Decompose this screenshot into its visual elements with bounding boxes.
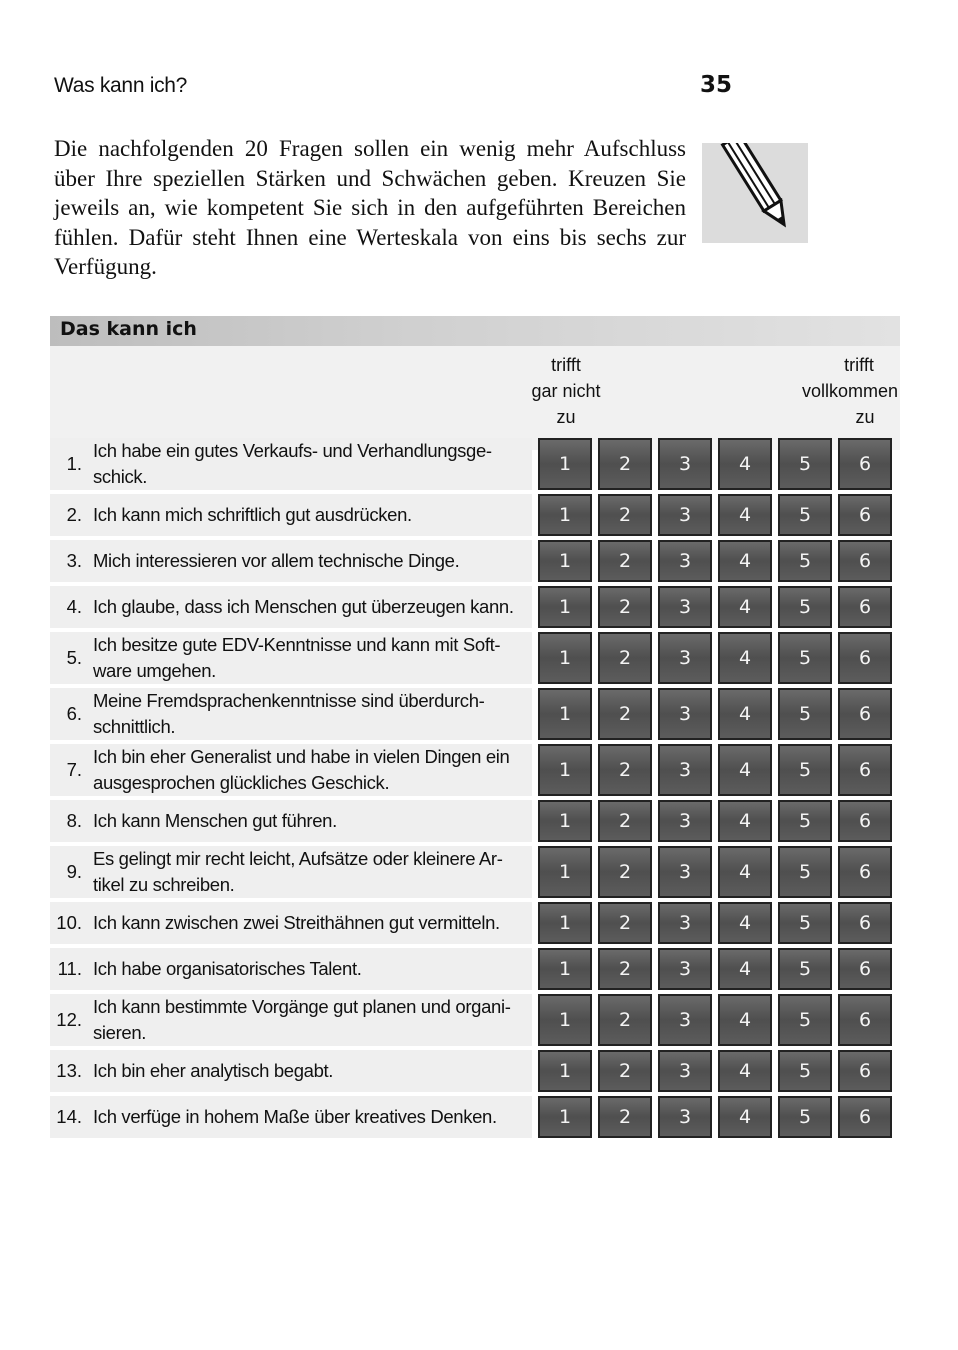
table-row [50,632,900,684]
table-row [50,994,900,1046]
scale-high-line-2: vollkommen [801,381,898,401]
self-assessment-table [50,316,900,1146]
rating-box-3[interactable]: 3 [658,438,712,490]
rating-box-4[interactable]: 4 [718,744,772,796]
rating-box-2[interactable]: 2 [598,586,652,628]
table-row [50,1050,900,1092]
rating-box-6[interactable]: 6 [838,586,892,628]
question-cell [50,948,532,990]
rating-box-5[interactable]: 5 [778,846,832,898]
rating-box-2[interactable]: 2 [598,1050,652,1092]
question-number: 3. [66,550,82,571]
rating-box-1[interactable]: 1 [538,688,592,740]
question-text: Ich bin eher Generalist und habe in vielen Dingen ein ausgesprochen glückliches Geschick. [93,746,510,793]
rating-box-4[interactable]: 4 [718,438,772,490]
question-text: Ich habe organisatorisches Talent. [93,958,362,979]
question-cell [50,540,532,582]
table-row [50,688,900,740]
question-text: Es gelingt mir recht leicht, Aufsätze oder kleinere Ar-tikel zu schreiben. [93,848,503,895]
rating-box-2[interactable]: 2 [598,994,652,1046]
scale-low-line-1: trifft [551,355,581,375]
rating-box-3[interactable]: 3 [658,994,712,1046]
rating-box-5[interactable]: 5 [778,540,832,582]
table-row [50,846,900,898]
page-number: 35 [700,72,733,98]
rating-box-2[interactable]: 2 [598,632,652,684]
question-text: Meine Fremdsprachenkenntnisse sind überdurch-schnittlich. [93,690,485,737]
section-title: Das kann ich [60,318,197,340]
scale-low-line-3: zu [556,407,576,427]
question-cell [50,800,532,842]
table-row [50,1096,900,1138]
question-number: 14. [56,1106,82,1127]
question-number: 2. [66,504,82,525]
rating-box-3[interactable]: 3 [658,800,712,842]
rating-box-2[interactable]: 2 [598,688,652,740]
question-text: Ich glaube, dass ich Menschen gut überzeugen kann. [93,596,514,617]
rating-box-1[interactable]: 1 [538,994,592,1046]
rating-box-6[interactable]: 6 [838,902,892,944]
scale-label-low [526,352,606,430]
question-cell [50,846,532,898]
rating-box-4[interactable]: 4 [718,586,772,628]
question-text: Ich kann Menschen gut führen. [93,810,337,831]
rating-box-1[interactable]: 1 [538,632,592,684]
table-row [50,800,900,842]
question-cell [50,438,532,490]
rating-box-1[interactable]: 1 [538,948,592,990]
rating-box-5[interactable]: 5 [778,994,832,1046]
question-number: 7. [66,759,82,780]
question-cell [50,632,532,684]
rating-box-3[interactable]: 3 [658,494,712,536]
table-row [50,744,900,796]
scale-high-line-3: zu [855,407,875,427]
rating-options [538,688,892,740]
scale-high-line-1: trifft [844,355,874,375]
rating-box-1[interactable]: 1 [538,1050,592,1092]
question-text: Ich verfüge in hohem Maße über kreatives Denken. [93,1106,497,1127]
rating-box-4[interactable]: 4 [718,948,772,990]
rating-box-5[interactable]: 5 [778,744,832,796]
rating-box-3[interactable]: 3 [658,744,712,796]
rating-options [538,1050,892,1092]
rating-box-5[interactable]: 5 [778,1096,832,1138]
rating-box-3[interactable]: 3 [658,632,712,684]
rating-box-6[interactable]: 6 [838,948,892,990]
question-cell [50,1050,532,1092]
rating-box-6[interactable]: 6 [838,744,892,796]
rating-box-1[interactable]: 1 [538,494,592,536]
question-number: 6. [66,703,82,724]
rating-box-4[interactable]: 4 [718,540,772,582]
rating-box-4[interactable]: 4 [718,632,772,684]
question-text: Ich bin eher analytisch begabt. [93,1060,334,1081]
rating-box-2[interactable]: 2 [598,438,652,490]
table-row [50,438,900,490]
question-number: 10. [56,912,82,933]
question-cell [50,688,532,740]
rating-box-5[interactable]: 5 [778,494,832,536]
question-cell [50,586,532,628]
section-header [50,316,900,346]
rating-box-4[interactable]: 4 [718,1050,772,1092]
rating-box-3[interactable]: 3 [658,1096,712,1138]
table-head [50,346,900,450]
rating-options [538,1096,892,1138]
rating-box-1[interactable]: 1 [538,438,592,490]
table-row [50,902,900,944]
question-cell [50,744,532,796]
rating-box-3[interactable]: 3 [658,948,712,990]
rating-box-4[interactable]: 4 [718,688,772,740]
rating-options [538,586,892,628]
rating-box-2[interactable]: 2 [598,948,652,990]
rating-box-6[interactable]: 6 [838,846,892,898]
question-number: 11. [57,958,82,979]
question-number: 5. [66,647,82,668]
rating-box-2[interactable]: 2 [598,494,652,536]
rating-box-6[interactable]: 6 [838,632,892,684]
rating-box-3[interactable]: 3 [658,688,712,740]
rating-box-1[interactable]: 1 [538,1096,592,1138]
rating-options [538,948,892,990]
rating-box-3[interactable]: 3 [658,846,712,898]
rating-box-2[interactable]: 2 [598,540,652,582]
question-number: 4. [66,596,82,617]
question-number: 13. [56,1060,82,1081]
question-text: Mich interessieren vor allem technische Dinge. [93,550,460,571]
rating-box-6[interactable]: 6 [838,540,892,582]
rating-box-5[interactable]: 5 [778,632,832,684]
table-row [50,494,900,536]
rating-box-5[interactable]: 5 [778,800,832,842]
rating-box-6[interactable]: 6 [838,1050,892,1092]
rating-box-4[interactable]: 4 [718,494,772,536]
rating-box-5[interactable]: 5 [778,1050,832,1092]
rating-box-5[interactable]: 5 [778,688,832,740]
question-cell [50,494,532,536]
rating-box-1[interactable]: 1 [538,800,592,842]
question-text: Ich kann mich schriftlich gut ausdrücken. [93,504,412,525]
question-cell [50,994,532,1046]
question-text: Ich habe ein gutes Verkaufs- und Verhandlungsge-schick. [93,440,492,487]
table-row [50,586,900,628]
rating-box-2[interactable]: 2 [598,902,652,944]
question-number: 8. [66,810,82,831]
rating-box-4[interactable]: 4 [718,846,772,898]
table-row [50,540,900,582]
rating-box-6[interactable]: 6 [838,438,892,490]
question-number: 1. [66,453,82,474]
rating-box-5[interactable]: 5 [778,948,832,990]
rating-box-6[interactable]: 6 [838,994,892,1046]
rating-box-1[interactable]: 1 [538,586,592,628]
question-number: 9. [66,861,82,882]
rating-options [538,846,892,898]
rating-box-3[interactable]: 3 [658,540,712,582]
rating-options [538,632,892,684]
rating-options [538,540,892,582]
question-cell [50,1096,532,1138]
rating-box-6[interactable]: 6 [838,688,892,740]
question-text: Ich kann zwischen zwei Streithähnen gut vermitteln. [93,912,500,933]
rating-options [538,744,892,796]
table-row [50,948,900,990]
rating-box-6[interactable]: 6 [838,800,892,842]
rating-box-1[interactable]: 1 [538,744,592,796]
rating-box-4[interactable]: 4 [718,994,772,1046]
rating-box-4[interactable]: 4 [718,902,772,944]
rating-box-3[interactable]: 3 [658,902,712,944]
rating-options [538,494,892,536]
rating-box-2[interactable]: 2 [598,800,652,842]
rating-box-2[interactable]: 2 [598,744,652,796]
question-list [50,438,900,1142]
rating-box-5[interactable]: 5 [778,586,832,628]
scale-low-line-2: gar nicht [531,381,601,401]
rating-box-5[interactable]: 5 [778,438,832,490]
rating-options [538,902,892,944]
intro-paragraph: Die nachfolgenden 20 Fragen sollen ein wenig mehr Aufschluss über Ihre speziellen Stärken und Schwächen geben. Kreuzen Sie jeweils an, wie kompetent Sie sich in den aufgeführten Bereichen fühlen. Dafür steht Ihnen eine Werteskala von eins bis sechs zur Verfügung. [54,136,686,279]
rating-box-5[interactable]: 5 [778,902,832,944]
pencil-icon [702,143,808,243]
rating-box-3[interactable]: 3 [658,1050,712,1092]
rating-box-1[interactable]: 1 [538,846,592,898]
rating-box-2[interactable]: 2 [598,846,652,898]
rating-box-2[interactable]: 2 [598,1096,652,1138]
scale-label-high [780,352,898,430]
question-text: Ich besitze gute EDV-Kenntnisse und kann mit Soft-ware umgehen. [93,634,501,681]
question-cell [50,902,532,944]
rating-box-1[interactable]: 1 [538,902,592,944]
page-title: Was kann ich? [54,74,188,97]
rating-box-4[interactable]: 4 [718,800,772,842]
rating-options [538,438,892,490]
rating-box-6[interactable]: 6 [838,494,892,536]
rating-options [538,800,892,842]
rating-box-4[interactable]: 4 [718,1096,772,1138]
question-number: 12. [56,1009,82,1030]
rating-box-1[interactable]: 1 [538,540,592,582]
question-text: Ich kann bestimmte Vorgänge gut planen und organi-sieren. [93,996,511,1043]
rating-box-3[interactable]: 3 [658,586,712,628]
rating-box-6[interactable]: 6 [838,1096,892,1138]
rating-options [538,994,892,1046]
